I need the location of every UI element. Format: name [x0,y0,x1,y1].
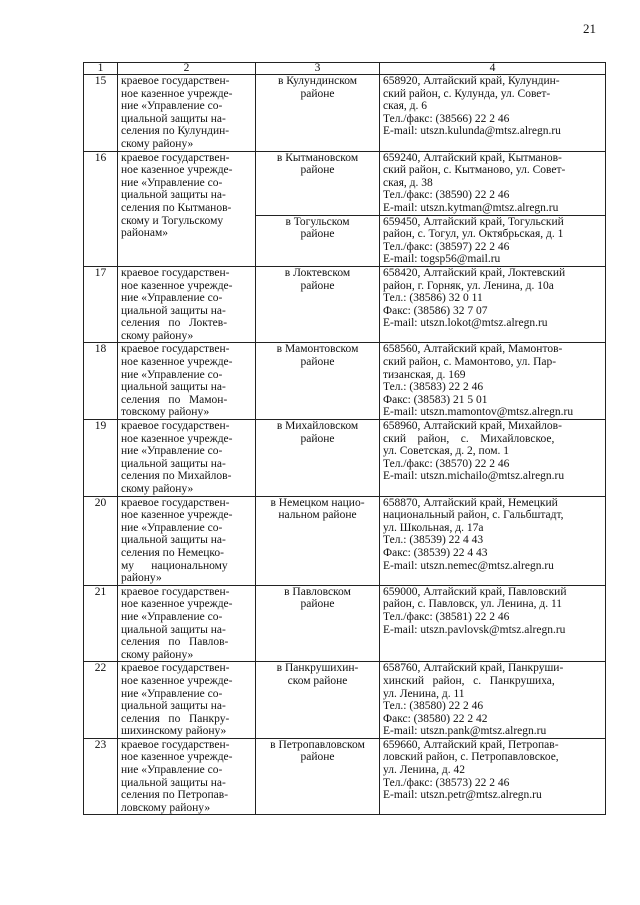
district-location-line: районе [300,356,335,369]
district-location [256,343,380,420]
district-location [256,151,380,215]
organization-name-line: ние «Управление со- [121,292,223,305]
organization-name-line: району» [121,572,162,585]
email-address[interactable]: E-mail: utszn.kulunda@mtsz.alregn.ru [383,125,561,138]
organization-name-line: циальной защиты на- [121,381,226,394]
address-contacts [380,420,606,497]
column-number: 1 [84,63,118,75]
district-location [256,75,380,152]
organization-name-line: краевое государствен- [121,151,230,164]
organization-name-line: селения по Михайлов- [121,470,232,483]
column-number: 4 [380,63,606,75]
address-line: Факс: (38586) 32 7 07 [383,304,488,317]
address-line: район, с. Тогул, ул. Октябрьская, д. 1 [383,228,564,241]
organization-name-line: селения по Немецко- [121,546,224,559]
email-address[interactable]: E-mail: togsp56@mail.ru [383,253,501,266]
district-location-line: в Панкрушихин- [276,662,359,675]
address-line: район, г. Горняк, ул. Ленина, д. 10а [383,279,554,292]
organization-name-line: скому району» [121,648,194,661]
address-line: Факс: (38580) 22 2 42 [383,712,488,725]
organization-name-line: ное казенное учрежде- [121,356,233,369]
district-location [256,420,380,497]
organization-name-line: циальной защиты на- [121,623,226,636]
address-line: Тел./факс: (38570) 22 2 46 [383,457,510,470]
address-line: ский район, с. Михайловское, [383,432,555,445]
address-line: Тел./факс: (38573) 22 2 46 [383,776,510,789]
page-number: 21 [583,21,596,36]
address-line: район, с. Павловск, ул. Ленина, д. 11 [383,598,563,611]
address-line: ская, д. 38 [383,176,433,189]
organization-name-line: краевое государствен- [121,496,230,509]
email-address[interactable]: E-mail: utszn.lokot@mtsz.alregn.ru [383,317,548,330]
organization-name [118,266,256,343]
address-line: Тел./факс: (38566) 22 2 46 [383,112,510,125]
organization-name-line: ное казенное учрежде- [121,674,233,687]
row-number: 15 [84,75,118,152]
district-location [256,738,380,815]
organization-name [118,75,256,152]
address-line: ский район, с. Мамонтово, ул. Пар- [383,356,557,369]
address-line: 659660, Алтайский край, Петропав- [383,738,559,751]
table-row [84,75,606,152]
district-location-line: районе [300,279,335,292]
district-location-line: в Кулундинском [277,75,358,87]
address-line: Факс: (38583) 21 5 01 [383,393,488,406]
address-line: хинский район, с. Панкрушиха, [383,674,555,687]
district-location-line: в Кытмановском [276,151,359,164]
address-line: Тел.: (38583) 22 2 46 [383,381,484,394]
address-line: Факс: (38539) 22 4 43 [383,546,488,559]
district-location-line: в Петропавловском [270,738,365,751]
organization-name-line: ное казенное учрежде- [121,87,233,100]
address-contacts [380,151,606,215]
organization-name-line: ловскому району» [121,801,211,814]
address-line: 658870, Алтайский край, Немецкий [383,496,558,509]
address-line: Тел.: (38580) 22 2 46 [383,700,484,713]
row-number: 21 [84,585,118,662]
address-line: ский район, с. Кытманово, ул. Совет- [383,164,566,177]
address-contacts [380,75,606,152]
address-line: Тел.: (38539) 22 4 43 [383,534,484,547]
district-location [256,585,380,662]
table-row [84,420,606,497]
address-line: 658420, Алтайский край, Локтевский [383,266,566,279]
address-contacts [380,343,606,420]
address-contacts [380,496,606,585]
district-location [256,496,380,585]
organization-name-line: краевое государствен- [121,420,230,433]
organization-name-line: товскому району» [121,406,210,419]
row-number: 20 [84,496,118,585]
organization-name-line: ние «Управление со- [121,610,223,623]
table-row [84,496,606,585]
email-address[interactable]: E-mail: utszn.nemec@mtsz.alregn.ru [383,559,554,572]
address-contacts [380,215,606,266]
organization-name-line: му национальному [121,559,228,572]
district-location-line: в Немецком нацио- [270,496,365,509]
address-line: 659000, Алтайский край, Павловский [383,585,567,598]
address-contacts [380,585,606,662]
address-line: национальный район, с. Гальбштадт, [383,509,564,522]
organization-name-line: циальной защиты на- [121,112,226,125]
organization-name-line: ние «Управление со- [121,100,223,113]
organization-name-line: скому району» [121,137,194,150]
email-address[interactable]: E-mail: utszn.michailo@mtsz.alregn.ru [383,470,565,483]
address-line: ул. Ленина, д. 11 [383,687,465,700]
organization-name-line: ние «Управление со- [121,368,223,381]
district-location-line: в Мамонтовском [276,343,359,356]
organization-name-line: скому и Тогульскому [121,214,224,227]
email-address[interactable]: E-mail: utszn.petr@mtsz.alregn.ru [383,789,542,802]
organization-name-line: селения по Панкру- [121,712,230,725]
table-row [84,662,606,739]
address-line: ловский район, с. Петропавловское, [383,751,559,764]
email-address[interactable]: E-mail: utszn.pank@mtsz.alregn.ru [383,725,547,738]
email-address[interactable]: E-mail: utszn.mamontov@mtsz.alregn.ru [383,406,574,419]
address-line: ул. Ленина, д. 42 [383,764,465,777]
district-location-line: в Павловском [284,585,351,598]
table-row [84,585,606,662]
address-line: Тел./факс: (38590) 22 2 46 [383,189,510,202]
district-location [256,266,380,343]
district-location-line: в Тогульском [285,215,350,228]
district-location-line: нальном районе [278,509,357,522]
row-number: 18 [84,343,118,420]
organization-name-line: селения по Кулундин- [121,125,230,138]
row-number: 22 [84,662,118,739]
organization-name-line: скому району» [121,329,194,342]
table-row [84,151,606,215]
district-location-line: районе [300,432,335,445]
address-line: 658760, Алтайский край, Панкруши- [383,662,564,675]
row-number: 19 [84,420,118,497]
organization-name-line: ное казенное учрежде- [121,279,233,292]
district-location-line: районе [300,87,335,100]
organization-name-line: селения по Павлов- [121,636,229,649]
address-line: ский район, с. Кулунда, ул. Совет- [383,87,551,100]
address-line: ул. Советская, д. 2, пом. 1 [383,445,510,458]
address-contacts [380,738,606,815]
address-line: 658560, Алтайский край, Мамонтов- [383,343,563,356]
email-address[interactable]: E-mail: utszn.pavlovsk@mtsz.alregn.ru [383,623,566,636]
address-line: тизанская, д. 169 [383,368,466,381]
organization-name-line: ное казенное учрежде- [121,509,233,522]
offices-table [83,62,606,815]
table-row [84,738,606,815]
organization-name [118,662,256,739]
organization-name-line: ное казенное учрежде- [121,751,233,764]
organization-name-line: краевое государствен- [121,266,230,279]
organization-name-line: циальной защиты на- [121,457,226,470]
column-number-row [84,63,606,75]
address-line: ская, д. 6 [383,100,428,113]
organization-name-line: скому району» [121,483,194,495]
organization-name-line: ное казенное учрежде- [121,598,233,611]
organization-name-line: селения по Кытманов- [121,201,232,214]
organization-name-line: шихинскому району» [121,725,227,738]
organization-name-line: селения по Локтев- [121,317,228,330]
organization-name-line: краевое государствен- [121,738,230,751]
address-line: ул. Школьная, д. 17а [383,521,484,534]
organization-name-line: циальной защиты на- [121,776,226,789]
organization-name-line: циальной защиты на- [121,700,226,713]
organization-name-line: краевое государствен- [121,343,230,356]
district-location-line: в Локтевском [284,266,351,279]
address-line: Тел.: (38586) 32 0 11 [383,292,483,305]
address-line: 659450, Алтайский край, Тогульский [383,215,564,228]
organization-name-line: циальной защиты на- [121,189,226,202]
organization-name [118,738,256,815]
organization-name-line: циальной защиты на- [121,534,226,547]
district-location [256,215,380,266]
organization-name-line: циальной защиты на- [121,304,226,317]
district-location-line: районе [300,751,335,764]
organization-name [118,496,256,585]
organization-name-line: районам» [121,227,169,240]
row-number: 17 [84,266,118,343]
district-location-line: районе [300,228,335,241]
address-line: Тел./факс: (38581) 22 2 46 [383,610,510,623]
organization-name-line: краевое государствен- [121,662,230,675]
address-line: 658960, Алтайский край, Михайлов- [383,420,562,433]
row-number: 23 [84,738,118,815]
district-location [256,662,380,739]
address-contacts [380,266,606,343]
address-line: 659240, Алтайский край, Кытманов- [383,151,562,164]
table-row [84,343,606,420]
organization-name-line: ние «Управление со- [121,521,223,534]
organization-name-line: ное казенное учрежде- [121,164,233,177]
organization-name [118,585,256,662]
organization-name-line: ние «Управление со- [121,687,223,700]
organization-name-line: ное казенное учрежде- [121,432,233,445]
organization-name-line: ние «Управление со- [121,176,223,189]
district-location-line: районе [300,164,335,177]
organization-name-line: краевое государствен- [121,585,230,598]
organization-name-line: ние «Управление со- [121,764,223,777]
organization-name-line: селения по Петропав- [121,789,229,802]
email-address[interactable]: E-mail: utszn.kytman@mtsz.alregn.ru [383,201,559,214]
address-contacts [380,662,606,739]
column-number: 3 [256,63,380,75]
district-location-line: в Михайловском [276,420,359,433]
address-line: Тел./факс: (38597) 22 2 46 [383,240,510,253]
organization-name-line: селения по Мамон- [121,393,228,406]
district-location-line: ском районе [287,674,348,687]
district-location-line: районе [300,598,335,611]
organization-name-line: ние «Управление со- [121,445,223,458]
row-number: 16 [84,151,118,266]
column-number: 2 [118,63,256,75]
organization-name [118,151,256,266]
table-row [84,266,606,343]
organization-name [118,343,256,420]
organization-name [118,420,256,497]
address-line: 658920, Алтайский край, Кулундин- [383,75,560,87]
organization-name-line: краевое государствен- [121,75,230,87]
